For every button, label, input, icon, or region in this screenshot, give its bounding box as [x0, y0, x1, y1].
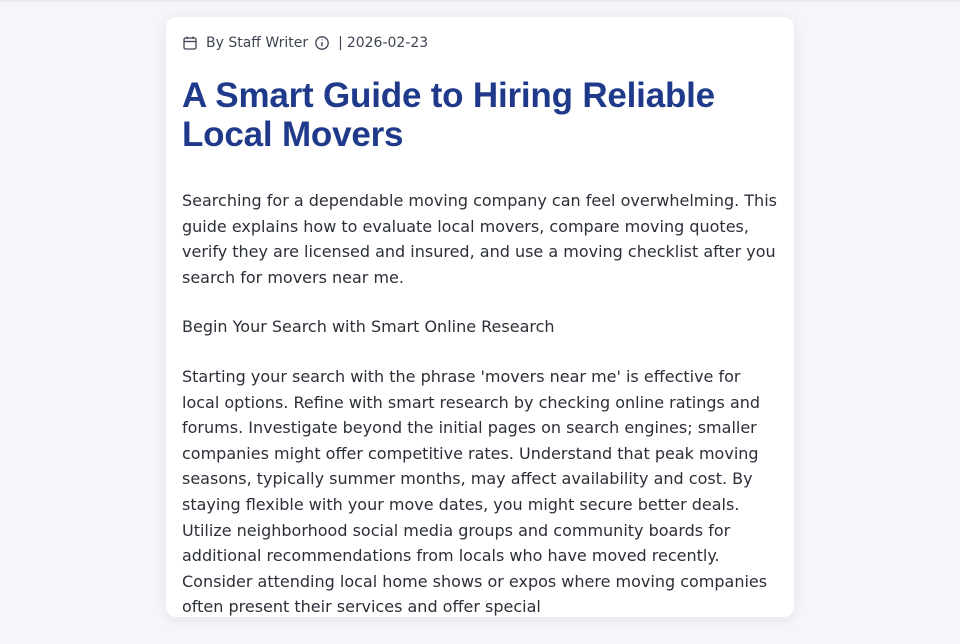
publish-date: 2026-02-23	[346, 35, 429, 51]
body-paragraph: Starting your search with the phrase 'movers near me' is effective for local options. Refine with smart research by checking online ratings and forums. Investigate beyond the initial pages on search engines; smaller companies might offer competitive rates. Understand that peak moving seasons, typically summer months, may affect availability and cost. By staying flexible with your move dates, you might secure better deals. Utilize neighborhood social media groups and community boards for additional recommendations from locals who have moved recently. Consider attending local home shows or expos where moving companies often present their services and offer special	[182, 366, 768, 617]
top-divider	[0, 0, 960, 2]
article-title: A Smart Guide to Hiring Reliable Local Movers	[182, 76, 715, 154]
calendar-icon	[182, 35, 198, 51]
intro-paragraph: Searching for a dependable moving company can feel overwhelming. This guide explains how to evaluate local movers, compare moving quotes, verify they are licensed and insured, and use a moving checklist after you search for movers near me.	[182, 191, 777, 287]
article-body	[182, 188, 780, 644]
info-icon[interactable]	[314, 35, 330, 51]
meta-separator: |	[338, 35, 343, 51]
article-meta	[182, 33, 428, 53]
section-heading: Begin Your Search with Smart Online Research	[182, 317, 555, 337]
article-card	[166, 17, 794, 617]
author-label: By Staff Writer	[206, 35, 309, 51]
